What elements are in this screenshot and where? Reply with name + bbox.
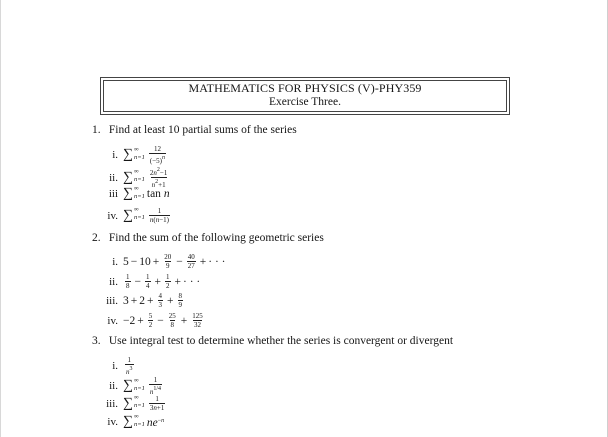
math-expression: 3 + 2 + $\frac{4}{3}$ + $\frac{8}{9}$ [123, 292, 182, 309]
fraction: $\frac{20}{9}$ [164, 253, 172, 270]
q1-item-i [94, 145, 168, 165]
question-text: Find at least 10 partial sums of the series [108, 124, 297, 136]
question-1 [92, 123, 297, 137]
fraction: $\frac{4}{3}$ [158, 292, 162, 309]
fraction: $\frac{1}{8}$ [126, 273, 130, 290]
q3-item-i [94, 356, 136, 376]
fraction: $\frac{125}{32}$ [192, 312, 203, 329]
q3-item-ii [94, 376, 164, 396]
math-expression [123, 356, 136, 376]
question-number: 2. [92, 232, 101, 244]
fraction: $\frac{2n^2-1}{n^2+1}$ [149, 167, 168, 189]
math-expression [123, 145, 168, 165]
fraction: $\frac{1}{4}$ [146, 273, 150, 290]
math-expression: 5 − 10 + $\frac{20}{9}$ − $\frac{40}{27}$ + · · · [123, 253, 226, 270]
summation-symbol: ∑ ∞ n=1 [123, 206, 145, 223]
exercise-subtitle: Exercise Three. [269, 96, 341, 108]
fraction: $\frac{40}{27}$ [187, 253, 195, 270]
fraction: $\frac{1}{2}$ [166, 273, 170, 290]
fraction: $\frac{12}{(-5)^n}$ [149, 145, 165, 165]
summation-symbol: ∑ ∞ n=1 [123, 168, 145, 185]
q3-item-iv [94, 414, 164, 430]
q2-item-iv [94, 312, 206, 329]
math-expression [123, 207, 172, 224]
item-label: iii [108, 188, 118, 200]
question-text: Use integral test to determine whether the series is convergent or divergent [108, 335, 454, 347]
summation-symbol: ∑ ∞ n=1 [123, 145, 145, 162]
q2-item-ii [94, 273, 200, 290]
question-3 [92, 334, 453, 348]
fraction: $\frac{5}{2}$ [148, 312, 153, 329]
item-label: iii. [106, 294, 118, 307]
q3-item-iii [94, 395, 167, 412]
course-title: MATHEMATICS FOR PHYSICS (V)-PHY359 [188, 81, 422, 95]
math-expression [123, 376, 164, 396]
q1-item-iv [94, 207, 172, 224]
item-label: ii. [109, 275, 118, 288]
fraction: $\frac{1}{n^3}$ [126, 356, 133, 376]
question-number: 3. [92, 335, 101, 347]
math-expression [123, 395, 167, 412]
question-2 [92, 231, 324, 245]
item-label: i. [112, 255, 118, 268]
math-expression: $\frac{1}{8}$ − $\frac{1}{4}$ + $\frac{1}{2}$ + · · · [126, 273, 201, 290]
summation-symbol: ∑ ∞ n=1 [123, 412, 145, 429]
item-label: i. [112, 149, 118, 161]
fraction: $\frac{1}{n(n-1)}$ [149, 207, 169, 224]
q2-item-iii [94, 292, 185, 309]
summation-symbol: ∑ ∞ n=1 [123, 394, 145, 411]
question-text: Find the sum of the following geometric series [108, 232, 324, 244]
summation-symbol: ∑ ∞ n=1 [123, 184, 145, 201]
math-expression: ∑ ∞ n=1 tan n [123, 184, 170, 201]
item-label: ii. [109, 380, 118, 392]
math-expression: ∑ ∞ n=1 $ne^{-n}$ [123, 412, 165, 429]
math-expression: −2 + $\frac{5}{2}$ − $\frac{25}{8}$ + $\frac{125}{32}$ [123, 312, 203, 329]
q2-item-i [94, 253, 226, 270]
fraction: $\frac{25}{8}$ [168, 312, 176, 329]
item-label: iv. [107, 416, 118, 428]
summation-symbol: ∑ ∞ n=1 [123, 376, 145, 393]
item-label: iv. [107, 314, 118, 327]
item-label: ii. [109, 171, 118, 184]
item-label: iv. [107, 209, 118, 222]
fraction: $\frac{1}{3n+1}$ [149, 395, 165, 412]
item-label: iii. [106, 397, 118, 410]
fraction: $\frac{1}{n^{1/4}}$ [149, 376, 162, 396]
question-number: 1. [92, 124, 101, 136]
item-label: i. [112, 360, 118, 372]
fraction: $\frac{8}{9}$ [178, 292, 182, 309]
title-box [100, 77, 510, 115]
q1-item-iii [94, 184, 170, 201]
